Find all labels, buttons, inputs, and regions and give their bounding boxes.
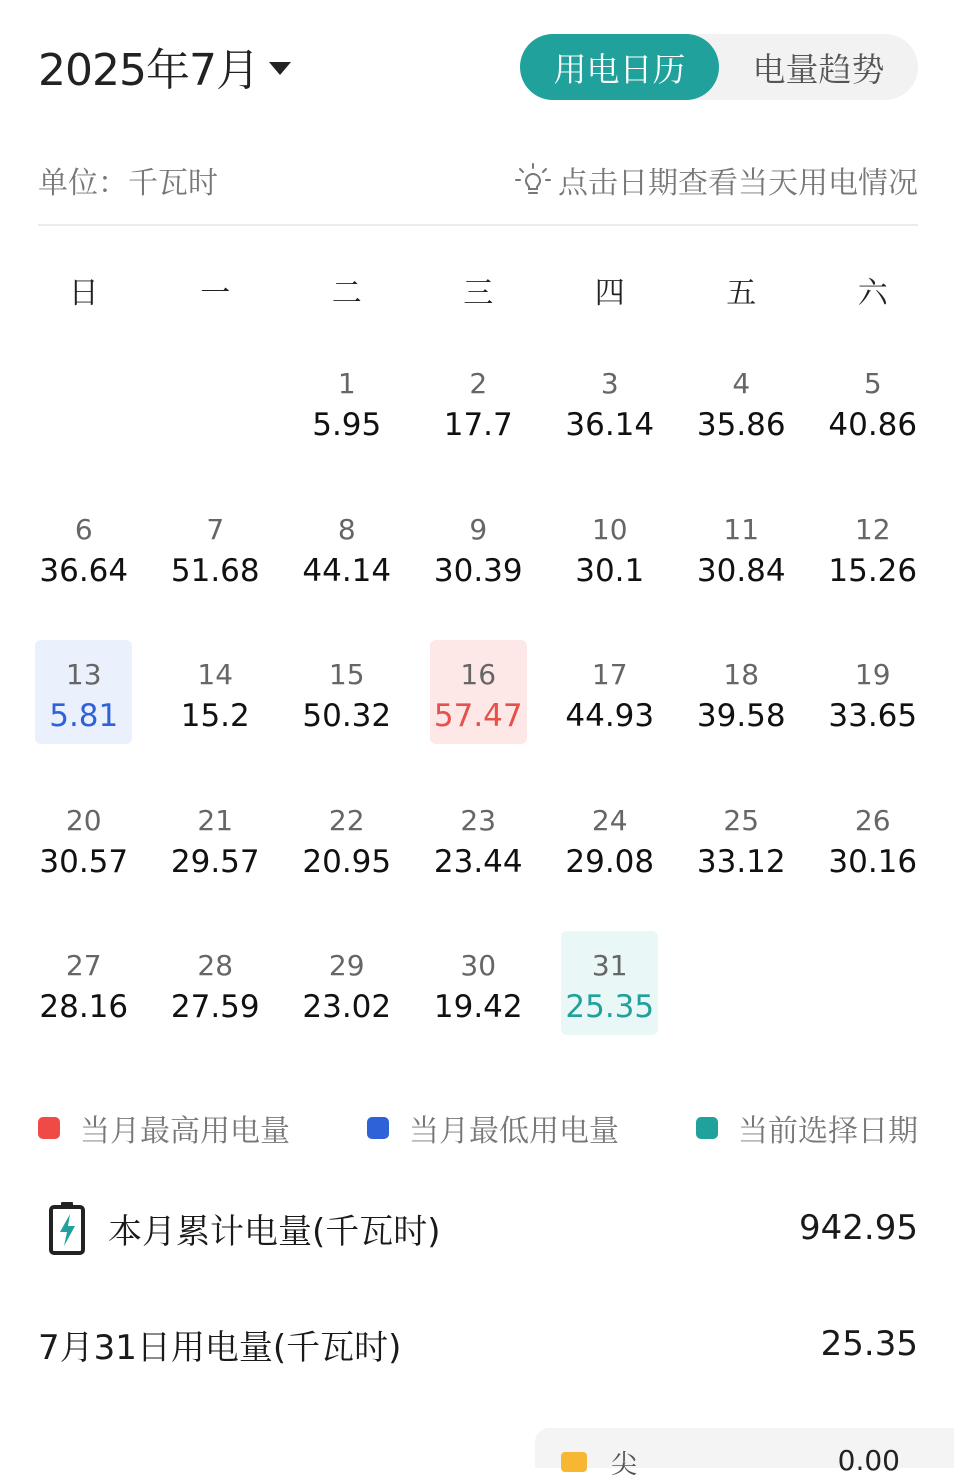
calendar-day-31[interactable]: [544, 927, 676, 1073]
calendar-day-29[interactable]: [281, 927, 413, 1073]
day-usage-value: 30.1: [575, 552, 645, 589]
day-usage-value: 30.84: [696, 552, 786, 589]
calendar-day-23[interactable]: [413, 782, 545, 928]
day-number: 22: [328, 803, 365, 837]
calendar-day-22[interactable]: [281, 782, 413, 928]
tab-trend[interactable]: 电量趋势: [752, 49, 885, 89]
day-number: 21: [197, 803, 234, 837]
hint-text: 点击日期查看当天用电情况: [558, 166, 918, 201]
day-number: 9: [469, 512, 488, 546]
day-number: 6: [74, 512, 93, 546]
day-usage-value: 33.65: [828, 698, 918, 734]
calendar-day-5[interactable]: [807, 345, 939, 491]
tariff-color-dot: [561, 1452, 587, 1472]
selected-day-label: 7月31日用电量(千瓦时): [38, 1327, 402, 1368]
month-title: 2025年7月: [38, 45, 259, 96]
day-number: 19: [854, 658, 891, 691]
day-number: 1: [337, 367, 356, 400]
weekday-label: 三: [463, 276, 494, 311]
day-number: 26: [854, 803, 891, 837]
day-usage-value: 20.95: [302, 843, 392, 880]
calendar-empty-cell: [150, 345, 282, 491]
calendar-day-3[interactable]: [544, 345, 676, 491]
legend-item: [38, 1108, 290, 1148]
weekday-label: 二: [331, 276, 362, 311]
day-usage-value: 23.02: [302, 989, 392, 1025]
legend-item: [696, 1108, 918, 1148]
calendar-day-21[interactable]: [150, 782, 282, 928]
day-number: 31: [591, 949, 628, 982]
legend-color-dot: [696, 1117, 718, 1139]
day-number: 2: [469, 367, 488, 400]
legend-color-dot: [367, 1117, 389, 1139]
monthly-total-row: [38, 1198, 918, 1258]
weekday-label: 六: [857, 276, 888, 311]
day-number: 30: [460, 949, 497, 982]
calendar-day-20[interactable]: [18, 782, 150, 928]
day-number: 17: [591, 658, 628, 691]
weekday-header: [18, 268, 940, 312]
calendar-day-9[interactable]: [413, 491, 545, 637]
legend-item: [367, 1108, 619, 1148]
view-toggle: [520, 34, 918, 100]
day-number: 11: [723, 512, 760, 546]
calendar-day-10[interactable]: [544, 491, 676, 637]
day-usage-value: 30.16: [828, 843, 918, 880]
weekday-label: 五: [726, 276, 757, 311]
calendar-grid: [18, 345, 940, 1073]
calendar-day-2[interactable]: [413, 345, 545, 491]
calendar-day-30[interactable]: [413, 927, 545, 1073]
lightbulb-icon: [514, 161, 552, 199]
calendar-day-7[interactable]: [150, 491, 282, 637]
day-number: 27: [65, 949, 102, 982]
weekday-label: 日: [68, 276, 99, 311]
day-number: 15: [328, 658, 365, 691]
day-usage-value: 44.93: [565, 698, 655, 734]
day-number: 13: [65, 658, 102, 691]
unit-label: 单位：千瓦时: [38, 166, 218, 201]
day-number: 23: [460, 803, 497, 837]
day-usage-value: 29.08: [565, 843, 655, 880]
day-usage-value: 28.16: [39, 989, 129, 1025]
day-usage-value: 25.35: [565, 989, 655, 1025]
day-usage-value: 30.57: [39, 843, 129, 880]
day-usage-value: 5.81: [49, 698, 119, 734]
calendar-day-27[interactable]: [18, 927, 150, 1073]
header: [38, 30, 918, 105]
calendar-day-4[interactable]: [676, 345, 808, 491]
day-usage-value: 39.58: [696, 698, 786, 734]
day-usage-value: 5.95: [312, 407, 382, 443]
monthly-total-value: 942.95: [799, 1208, 918, 1248]
day-number: 3: [600, 367, 619, 400]
calendar-day-15[interactable]: [281, 636, 413, 782]
selected-day-row: [38, 1316, 918, 1372]
calendar-day-8[interactable]: [281, 491, 413, 637]
day-usage-value: 30.39: [433, 552, 523, 589]
divider: [38, 224, 918, 226]
calendar-day-6[interactable]: [18, 491, 150, 637]
selected-day-value: 25.35: [820, 1324, 918, 1364]
legend-label: 当月最低用电量: [409, 1114, 619, 1149]
monthly-total-label: 本月累计电量(千瓦时): [108, 1211, 441, 1252]
calendar-day-13[interactable]: [18, 636, 150, 782]
day-usage-value: 15.26: [828, 552, 918, 589]
day-number: 24: [591, 803, 628, 837]
day-usage-value: 50.32: [302, 698, 392, 734]
day-usage-value: 35.86: [696, 407, 786, 443]
day-usage-value: 27.59: [170, 989, 260, 1025]
calendar-day-1[interactable]: [281, 345, 413, 491]
day-usage-value: 36.64: [39, 552, 129, 589]
day-number: 12: [854, 512, 891, 546]
calendar-day-16[interactable]: [413, 636, 545, 782]
calendar-day-25[interactable]: [676, 782, 808, 928]
day-number: 16: [460, 658, 497, 691]
day-usage-value: 23.44: [433, 843, 523, 880]
day-number: 4: [732, 367, 751, 400]
day-number: 8: [337, 512, 356, 546]
day-usage-value: 57.47: [433, 698, 523, 734]
day-number: 7: [206, 512, 225, 546]
day-number: 14: [197, 658, 234, 691]
day-number: 5: [863, 367, 882, 400]
legend: [38, 1108, 918, 1148]
weekday-label: 四: [594, 276, 625, 311]
calendar-day-14[interactable]: [150, 636, 282, 782]
tariff-card: [535, 1428, 954, 1480]
day-usage-value: 40.86: [828, 407, 918, 443]
calendar-day-26[interactable]: [807, 782, 939, 928]
calendar-day-28[interactable]: [150, 927, 282, 1073]
day-usage-value: 36.14: [565, 407, 655, 443]
weekday-label: 一: [200, 276, 231, 311]
legend-label: 当前选择日期: [738, 1114, 918, 1149]
legend-color-dot: [38, 1117, 60, 1139]
calendar-day-19[interactable]: [807, 636, 939, 782]
day-number: 29: [328, 949, 365, 982]
day-usage-value: 33.12: [696, 843, 786, 880]
day-usage-value: 51.68: [170, 552, 260, 589]
day-usage-value: 17.7: [443, 407, 513, 443]
month-picker[interactable]: [38, 34, 291, 98]
day-number: 18: [723, 658, 760, 691]
tariff-value: 0.00: [837, 1444, 900, 1477]
day-number: 25: [723, 803, 760, 837]
day-usage-value: 44.14: [302, 552, 392, 589]
calendar-day-24[interactable]: [544, 782, 676, 928]
legend-label: 当月最高用电量: [80, 1114, 290, 1149]
hint: [514, 158, 918, 202]
day-usage-value: 15.2: [180, 698, 250, 734]
tariff-label: 尖: [611, 1450, 638, 1480]
battery-charging-icon: [48, 1200, 86, 1256]
calendar-day-12[interactable]: [807, 491, 939, 637]
calendar-day-17[interactable]: [544, 636, 676, 782]
unit-row: [38, 152, 918, 202]
day-number: 10: [591, 512, 628, 546]
day-number: 28: [197, 949, 234, 982]
day-usage-value: 29.57: [170, 843, 260, 880]
day-number: 20: [65, 803, 102, 837]
calendar-day-18[interactable]: [676, 636, 808, 782]
day-usage-value: 19.42: [433, 989, 523, 1025]
calendar-day-11[interactable]: [676, 491, 808, 637]
tab-calendar[interactable]: 用电日历: [520, 34, 719, 100]
caret-down-icon: [269, 62, 291, 75]
calendar-empty-cell: [18, 345, 150, 491]
